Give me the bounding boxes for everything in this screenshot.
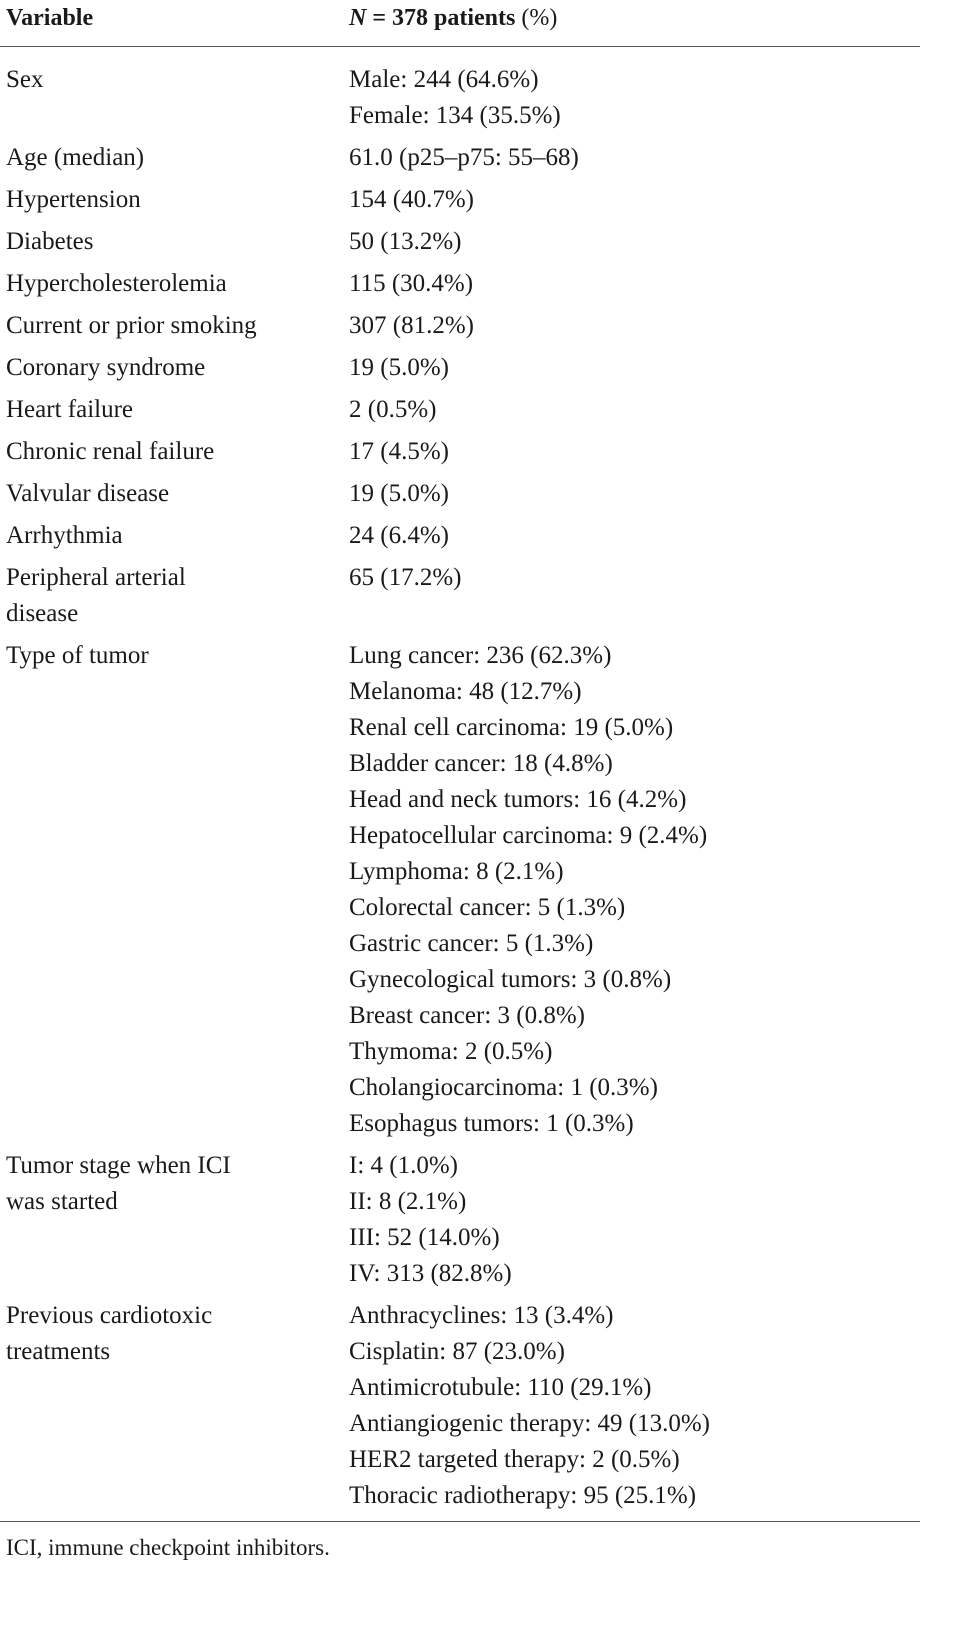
header-pct: (%) (515, 5, 558, 31)
table-row (0, 1298, 968, 1514)
variable-cell (6, 350, 326, 386)
value-cell (349, 182, 968, 218)
variable-line: Tumor stage when ICI (6, 1152, 231, 1179)
variable-line: Heart failure (6, 396, 134, 423)
value-line: HER2 targeted therapy: 2 (0.5%) (349, 1446, 680, 1473)
value-line: Thymoma: 2 (0.5%) (349, 1038, 553, 1065)
table-row (0, 476, 968, 512)
value-cell (349, 224, 968, 260)
value-line: 65 (17.2%) (349, 564, 462, 591)
variable-cell (6, 638, 326, 674)
variable-line: Coronary syndrome (6, 354, 206, 381)
variable-line: Sex (6, 66, 44, 93)
table-row (0, 1148, 968, 1292)
value-line: Gynecological tumors: 3 (0.8%) (349, 966, 672, 993)
value-line: Gastric cancer: 5 (1.3%) (349, 930, 594, 957)
table-row (0, 308, 968, 344)
variable-line: Hypertension (6, 186, 141, 213)
table-body (0, 62, 968, 1520)
value-line: Renal cell carcinoma: 19 (5.0%) (349, 714, 674, 741)
value-line: 50 (13.2%) (349, 228, 462, 255)
value-cell (349, 140, 968, 176)
variable-line: Current or prior smoking (6, 312, 257, 339)
table-row (0, 434, 968, 470)
value-line: Antimicrotubule: 110 (29.1%) (349, 1374, 652, 1401)
variable-line: was started (6, 1188, 118, 1215)
value-cell (349, 62, 968, 134)
variable-cell (6, 62, 326, 98)
variable-cell (6, 308, 326, 344)
variable-line: Previous cardiotoxic (6, 1302, 213, 1329)
header-variable: Variable (6, 5, 94, 31)
value-line: Male: 244 (64.6%) (349, 66, 539, 93)
variable-line: treatments (6, 1338, 111, 1365)
value-line: 115 (30.4%) (349, 270, 474, 297)
value-cell (349, 638, 968, 1142)
table-row (0, 62, 968, 134)
variable-line: Arrhythmia (6, 522, 123, 549)
table-row (0, 224, 968, 260)
value-line: 307 (81.2%) (349, 312, 474, 339)
table-row (0, 392, 968, 428)
variable-cell (6, 476, 326, 512)
variable-cell (6, 140, 326, 176)
value-cell (349, 434, 968, 470)
value-line: Hepatocellular carcinoma: 9 (2.4%) (349, 822, 708, 849)
value-cell (349, 560, 968, 632)
variable-cell (6, 560, 326, 632)
variable-cell (6, 518, 326, 554)
value-line: Esophagus tumors: 1 (0.3%) (349, 1110, 634, 1137)
value-line: IV: 313 (82.8%) (349, 1260, 512, 1287)
header-n-value: = 378 patients (366, 5, 516, 31)
table-row (0, 140, 968, 176)
value-line: I: 4 (1.0%) (349, 1152, 458, 1179)
value-line: Antiangiogenic therapy: 49 (13.0%) (349, 1410, 711, 1437)
table-row (0, 638, 968, 1142)
variable-line: Type of tumor (6, 642, 149, 669)
value-line: 19 (5.0%) (349, 480, 449, 507)
value-line: 154 (40.7%) (349, 186, 474, 213)
table-row (0, 560, 968, 632)
bottom-rule (0, 1521, 920, 1522)
variable-line: Diabetes (6, 228, 94, 255)
value-line: Colorectal cancer: 5 (1.3%) (349, 894, 626, 921)
table-row (0, 350, 968, 386)
value-line: Thoracic radiotherapy: 95 (25.1%) (349, 1482, 697, 1509)
value-line: 17 (4.5%) (349, 438, 449, 465)
value-line: 2 (0.5%) (349, 396, 437, 423)
value-line: Female: 134 (35.5%) (349, 102, 561, 129)
table-row (0, 518, 968, 554)
header-n-label: N (349, 5, 367, 31)
value-line: II: 8 (2.1%) (349, 1188, 467, 1215)
value-cell (349, 1148, 968, 1292)
value-line: Head and neck tumors: 16 (4.2%) (349, 786, 687, 813)
value-line: Lung cancer: 236 (62.3%) (349, 642, 612, 669)
header-rule (0, 46, 920, 47)
value-line: 24 (6.4%) (349, 522, 449, 549)
variable-line: Valvular disease (6, 480, 170, 507)
value-line: Anthracyclines: 13 (3.4%) (349, 1302, 614, 1329)
variable-cell (6, 392, 326, 428)
value-line: 19 (5.0%) (349, 354, 449, 381)
value-line: Cholangiocarcinoma: 1 (0.3%) (349, 1074, 658, 1101)
value-cell (349, 1298, 968, 1514)
variable-line: Age (median) (6, 144, 145, 171)
variable-cell (6, 1148, 326, 1220)
value-cell (349, 392, 968, 428)
value-line: III: 52 (14.0%) (349, 1224, 500, 1251)
variable-line: disease (6, 600, 79, 627)
value-line: Breast cancer: 3 (0.8%) (349, 1002, 585, 1029)
value-cell (349, 518, 968, 554)
variable-cell (6, 182, 326, 218)
table-footnote: ICI, immune checkpoint inhibitors. (6, 1535, 330, 1560)
value-line (349, 596, 968, 632)
variable-cell (6, 1298, 326, 1370)
value-cell (349, 266, 968, 302)
value-cell (349, 476, 968, 512)
value-line: Bladder cancer: 18 (4.8%) (349, 750, 613, 777)
value-cell (349, 350, 968, 386)
variable-line: Hypercholesterolemia (6, 270, 227, 297)
table-row (0, 266, 968, 302)
variable-cell (6, 224, 326, 260)
variable-cell (6, 434, 326, 470)
value-line: Cisplatin: 87 (23.0%) (349, 1338, 565, 1365)
value-line: Melanoma: 48 (12.7%) (349, 678, 582, 705)
value-line: 61.0 (p25–p75: 55–68) (349, 144, 579, 171)
table-header (0, 0, 968, 46)
table-row (0, 182, 968, 218)
value-line: Lymphoma: 8 (2.1%) (349, 858, 564, 885)
variable-cell (6, 266, 326, 302)
value-cell (349, 308, 968, 344)
variable-line: Chronic renal failure (6, 438, 215, 465)
header-n-patients (349, 4, 557, 32)
variable-line: Peripheral arterial (6, 564, 186, 591)
